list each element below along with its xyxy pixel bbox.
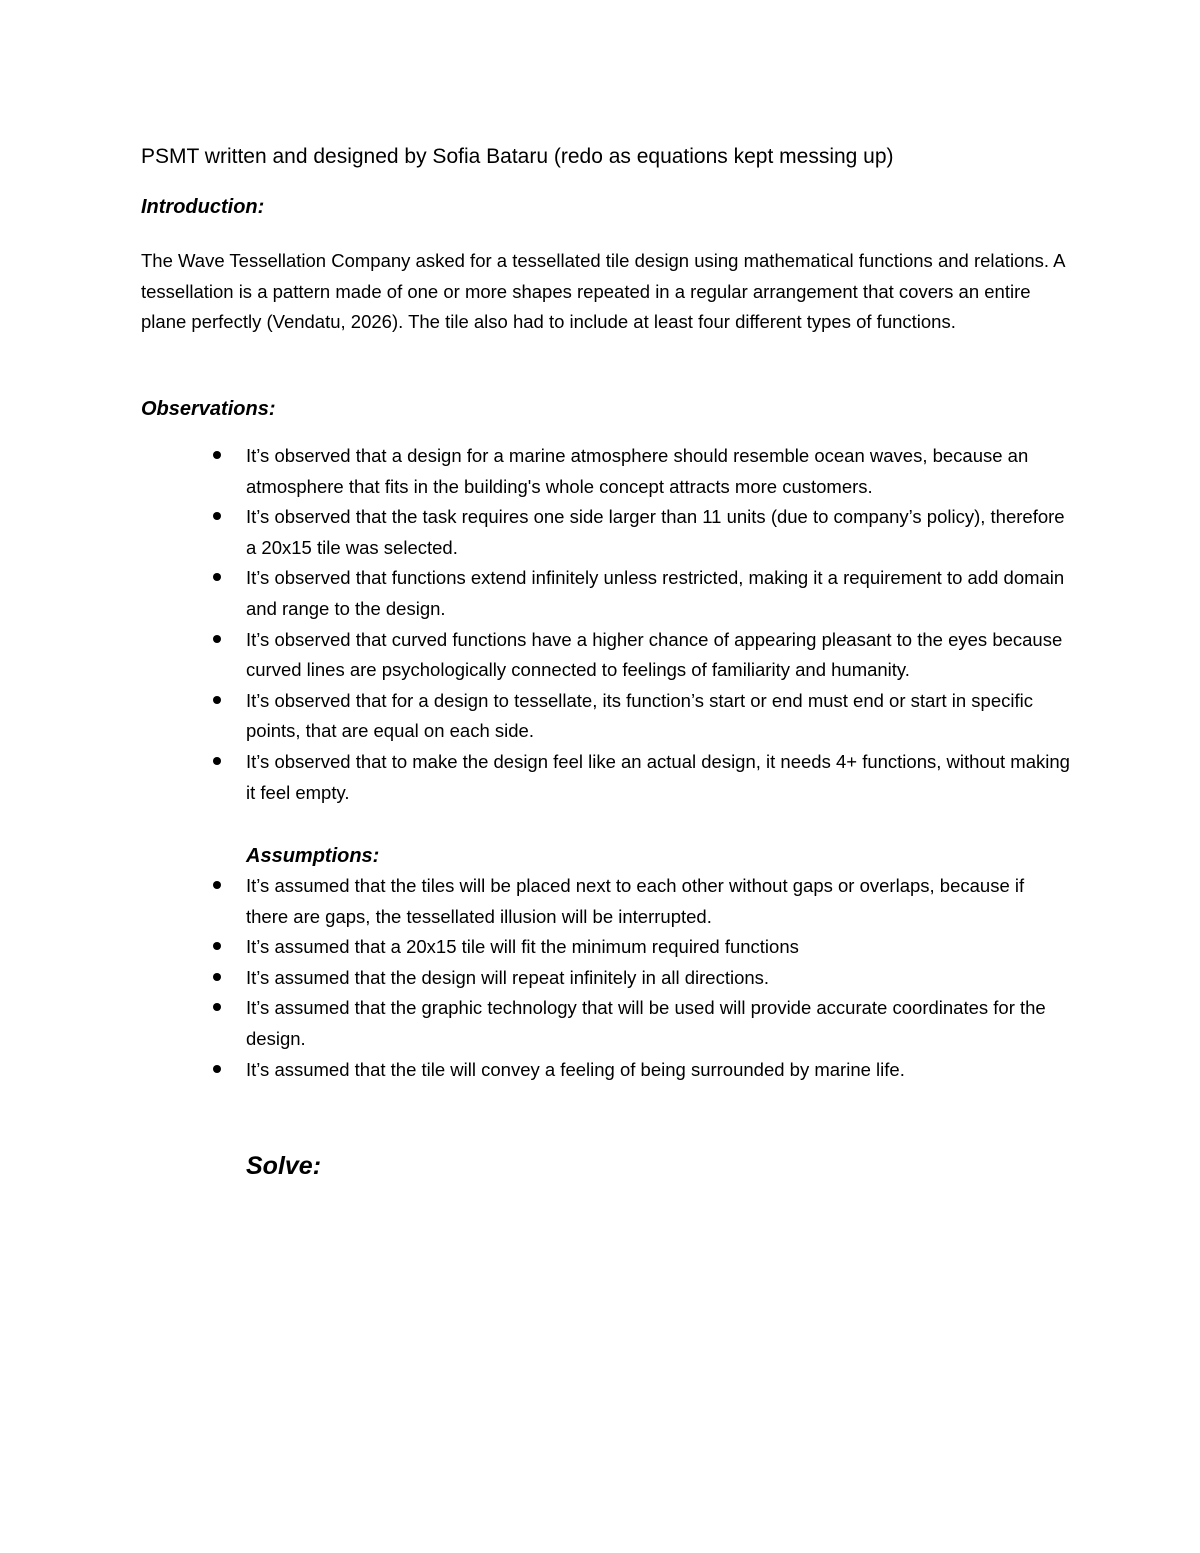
assumption-text: It’s assumed that the graphic technology that will be used will provide accurate coordinates for the design. <box>246 997 1046 1049</box>
bullet-icon <box>213 1065 221 1073</box>
observation-text: It’s observed that to make the design feel like an actual design, it needs 4+ functions, without making it feel empty. <box>246 750 1070 803</box>
observation-item <box>141 563 1071 624</box>
observation-text: It’s observed that a design for a marine atmosphere should resemble ocean waves, because an atmosphere that fits in the building's whole concept attracts more customers. <box>246 445 1029 497</box>
observation-text: It’s observed that for a design to tessellate, its function’s start or end must end or start in specific points, that are equal on each side. <box>246 689 1033 742</box>
observation-item <box>141 441 1071 502</box>
assumption-item <box>141 932 1071 963</box>
assumption-item <box>141 993 1071 1054</box>
assumption-text: It’s assumed that the tile will convey a feeling of being surrounded by marine life. <box>246 1058 905 1080</box>
observation-text: It’s observed that curved functions have a higher chance of appearing pleasant to the eyes because curved lines are psychologically connected to feelings of familiarity and humanity. <box>246 628 1063 681</box>
bullet-icon <box>213 757 221 765</box>
observations-heading: Observations: <box>141 398 276 420</box>
observations-list <box>141 441 1071 808</box>
assumptions-heading: Assumptions: <box>246 845 380 867</box>
introduction-paragraph: The Wave Tessellation Company asked for a tessellated tile design using mathematical functions and relations. A tessellation is a pattern made of one or more shapes repeated in a regular arrangement that covers an entire plane perfectly (Vendatu, 2026). The tile also had to include at least four different types of functions. <box>141 250 1065 333</box>
assumptions-list <box>141 871 1071 1085</box>
bullet-icon <box>213 973 221 981</box>
bullet-icon <box>213 881 221 889</box>
assumption-text: It’s assumed that a 20x15 tile will fit the minimum required functions <box>246 936 799 958</box>
introduction-heading: Introduction: <box>141 196 265 218</box>
assumption-text: It’s assumed that the tiles will be placed next to each other without gaps or overlaps, because if there are gaps, the tessellated illusion will be interrupted. <box>246 875 1025 927</box>
bullet-icon <box>213 512 221 520</box>
assumption-item <box>141 1055 1071 1086</box>
observation-item <box>141 502 1071 563</box>
observation-item <box>141 686 1071 747</box>
bullet-icon <box>213 635 221 643</box>
bullet-icon <box>213 451 221 459</box>
solve-heading: Solve: <box>246 1152 322 1180</box>
bullet-icon <box>213 942 221 950</box>
bullet-icon <box>213 573 221 581</box>
observation-item <box>141 747 1071 808</box>
assumption-item <box>141 963 1071 994</box>
bullet-icon <box>213 696 221 704</box>
assumption-text: It’s assumed that the design will repeat infinitely in all directions. <box>246 966 770 988</box>
observation-text: It’s observed that functions extend infinitely unless restricted, making it a requirement to add domain and range to the design. <box>246 567 1065 619</box>
assumption-item <box>141 871 1071 932</box>
document-title: PSMT written and designed by Sofia Bataru (redo as equations kept messing up) <box>141 145 894 168</box>
observation-text: It’s observed that the task requires one side larger than 11 units (due to company’s policy), therefore a 20x15 tile was selected. <box>246 506 1065 558</box>
bullet-icon <box>213 1003 221 1011</box>
observation-item <box>141 625 1071 686</box>
